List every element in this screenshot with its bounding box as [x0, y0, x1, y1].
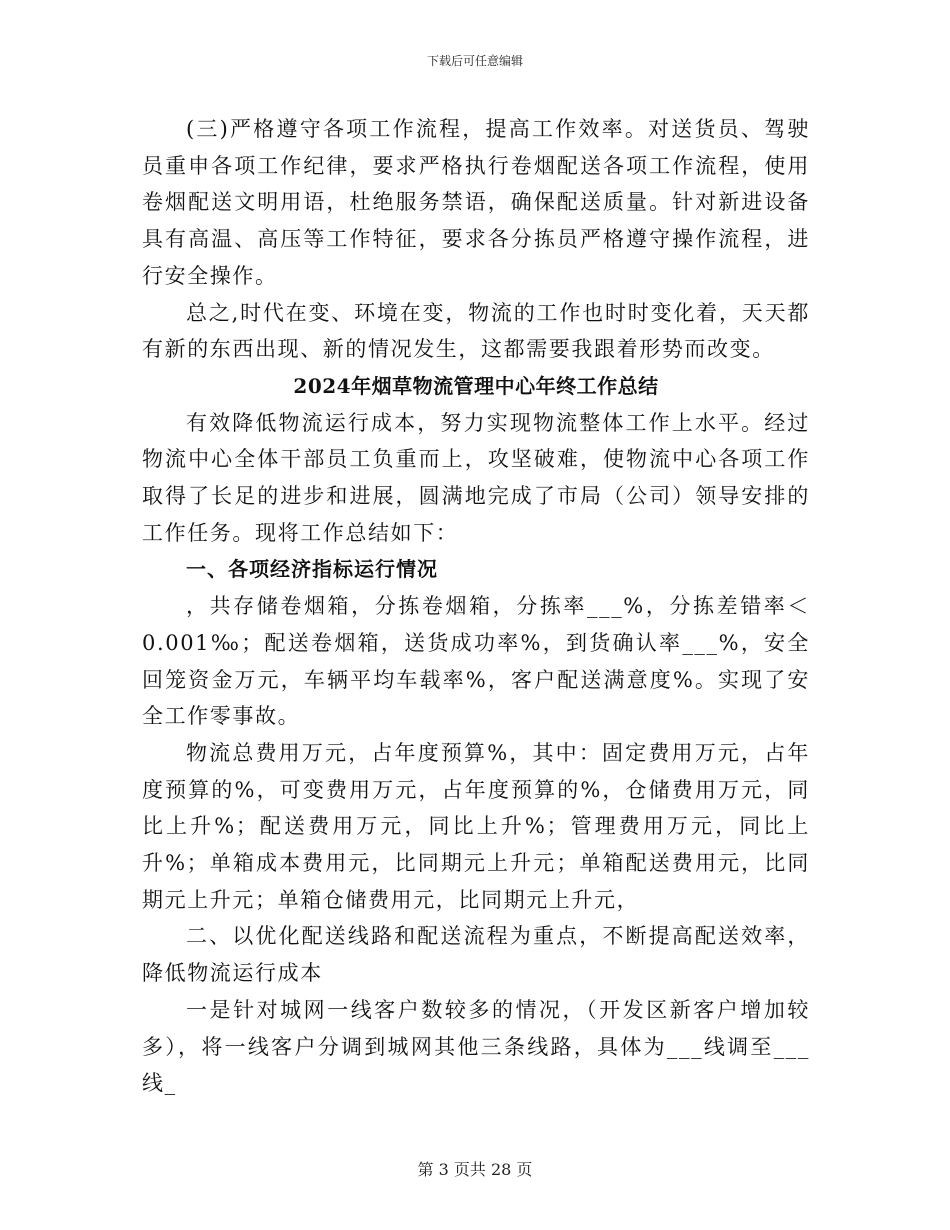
page-number-footer: 第 3 页共 28 页 — [417, 1160, 533, 1179]
paragraph-strict-workflow: (三)严格遵守各项工作流程，提高工作效率。对送货员、驾驶员重申各项工作纪律，要求严格执行卷烟配送各项工作流程，使用卷烟配送文明用语，杜绝服务禁语，确保配送质量。针对新进设备具有高温、高压等工作特征，要求各分拣员严格遵守操作流程，进行安全操作。 — [142, 117, 810, 288]
paragraph-conclusion: 总之,时代在变、环境在变，物流的工作也时时变化着，天天都有新的东西出现、新的情况发生，这都需要我跟着形势而改变。 — [142, 300, 810, 362]
paragraph-intro: 有效降低物流运行成本，努力实现物流整体工作上水平。经过物流中心全体干部员工负重而上，攻坚破难，使物流中心各项工作取得了长足的进步和进展，圆满地完成了市局（公司）领导安排的工作任务。现将工作总结如下： — [142, 410, 810, 545]
document-body — [142, 111, 810, 1102]
section-heading-indicators: 一、各项经济指标运行情况 — [186, 557, 438, 582]
paragraph-route-adjustment: 一是针对城网一线客户数较多的情况，（开发区新客户增加较多），将一线客户分调到城网其他三条线路，具体为___线调至___线_ — [142, 997, 810, 1096]
page-header: 下载后可任意编辑 — [426, 54, 523, 68]
paragraph-storage-stats: ，共存储卷烟箱，分拣卷烟箱，分拣率___%，分拣差错率＜0.001‰；配送卷烟箱，送货成功率%，到货确认率___%，安全回笼资金万元，车辆平均车载率%，客户配送满意度%。实现了安全工作零事故。 — [142, 594, 810, 729]
document-title: 2024年烟草物流管理中心年终工作总结 — [293, 373, 659, 398]
paragraph-cost-stats: 物流总费用万元，占年度预算%，其中：固定费用万元，占年度预算的%，可变费用万元，占年度预算的%，仓储费用万元，同比上升%；配送费用万元，同比上升%；管理费用万元，同比上升%；单箱成本费用元，比同期元上升元；单箱配送费用元，比同期元上升元；单箱仓储费用元，比同期元上升元， — [142, 740, 810, 912]
section-heading-optimization: 二、以优化配送线路和配送流程为重点，不断提高配送效率，降低物流运行成本 — [142, 924, 810, 986]
